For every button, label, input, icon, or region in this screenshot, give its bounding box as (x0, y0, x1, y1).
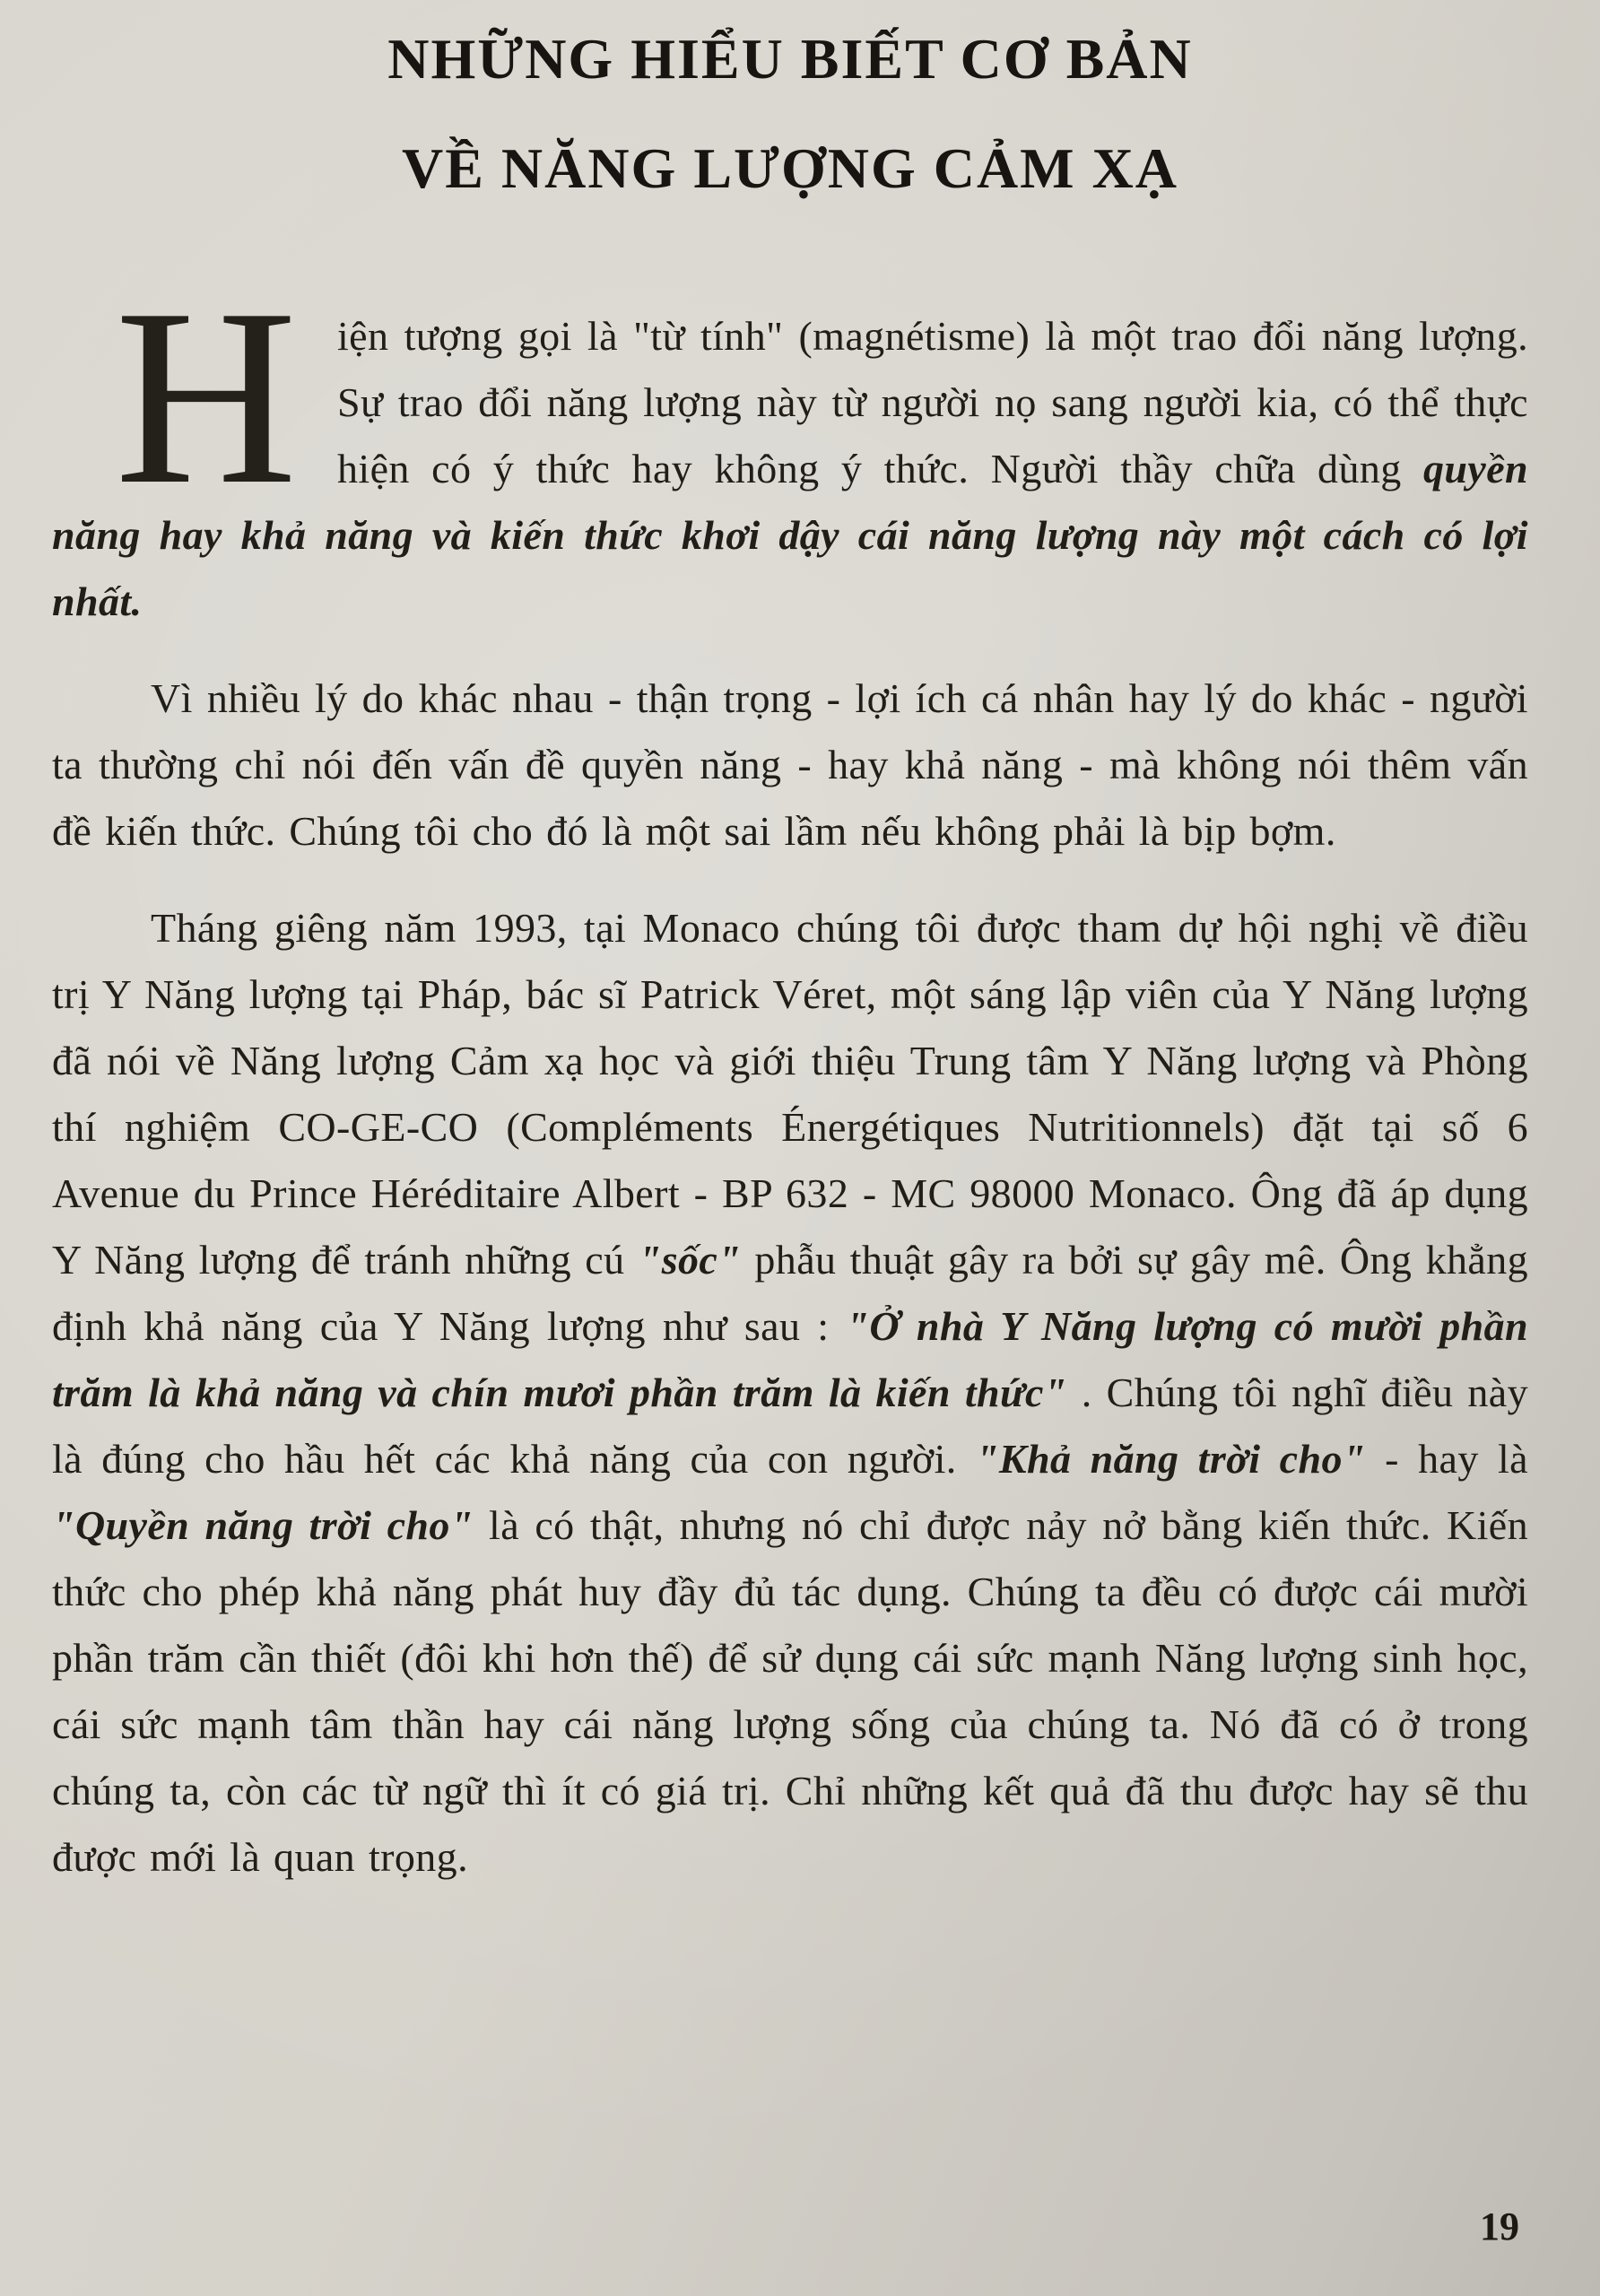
paragraph-3-emphasis-1: "sốc" (638, 1237, 742, 1283)
paragraph-3-text-2: phẫu thuật gây ra bởi sự gây mê. Ông khẳng định khả năng của Y Năng lượng như sau : (52, 1237, 1528, 1349)
paragraph-3-text-1: Tháng giêng năm 1993, tại Monaco chúng tôi được tham dự hội nghị về điều trị Y Năng lượng tại Pháp, bác sĩ Patrick Véret, một sáng lập viên của Y Năng lượng đã nói về Năng lượng Cảm xạ học và giới thiệu Trung tâm Y Năng lượng và Phòng thí nghiệm CO-GE-CO (Compléments Énergétiques Nutritionnels) đặt tại số 6 Avenue du Prince Héréditaire Albert - BP 632 - MC 98000 Monaco. Ông đã áp dụng Y Năng lượng để tránh những cú (52, 905, 1528, 1283)
page-title (52, 27, 1528, 200)
paragraph-1-text: iện tượng gọi là "từ tính" (magnétisme) là một trao đổi năng lượng. Sự trao đổi năng lượng này từ người nọ sang người kia, có thể thực hiện có ý thức hay không ý thức. Người thầy chữa dùng (337, 313, 1528, 491)
title-line-1: NHỮNG HIỂU BIẾT CƠ BẢN (387, 27, 1193, 91)
paragraph-3-text-3: . Chúng tôi nghĩ điều này là đúng cho hầu hết các khả năng của con người. (52, 1370, 1528, 1482)
paragraph-1-emphasis: quyền năng hay khả năng và kiến thức khơi dậy cái năng lượng này một cách có lợi nhất. (52, 446, 1528, 624)
paragraph-3-emphasis-2: "Ở nhà Y Năng lượng có mười phần trăm là khả năng và chín mươi phần trăm là kiến thức" (52, 1303, 1528, 1415)
paragraph-3-emphasis-4: "Quyền năng trời cho" (52, 1502, 474, 1548)
drop-cap-letter: H (114, 257, 298, 536)
paragraph-2 (52, 665, 1528, 865)
page-body (52, 257, 1528, 1891)
paragraph-2-text: Vì nhiều lý do khác nhau - thận trọng - lợi ích cá nhân hay lý do khác - người ta thường chỉ nói đến vấn đề quyền năng - hay khả năng - mà không nói thêm vấn đề kiến thức. Chúng tôi cho đó là một sai lầm nếu không phải là bịp bợm. (52, 675, 1528, 854)
paragraph-3-emphasis-3: "Khả năng trời cho" (975, 1436, 1366, 1482)
title-line-2: VỀ NĂNG LƯỢNG CẢM XẠ (401, 136, 1179, 200)
paragraph-3-text-5: là có thật, nhưng nó chỉ được nảy nở bằng kiến thức. Kiến thức cho phép khả năng phát huy đầy đủ tác dụng. Chúng ta đều có được cái mười phần trăm cần thiết (đôi khi hơn thế) để sử dụng cái sức mạnh Năng lượng sinh học, cái sức mạnh tâm thần hay cái năng lượng sống của chúng ta. Nó đã có ở trong chúng ta, còn các từ ngữ thì ít có giá trị. Chỉ những kết quả đã thu được hay sẽ thu được mới là quan trọng. (52, 1502, 1528, 1880)
paragraph-3-text-4: - hay là (1365, 1436, 1528, 1482)
paragraph-1 (52, 257, 1528, 635)
paragraph-3 (52, 895, 1528, 1891)
page-number: 19 (1480, 2205, 1519, 2248)
